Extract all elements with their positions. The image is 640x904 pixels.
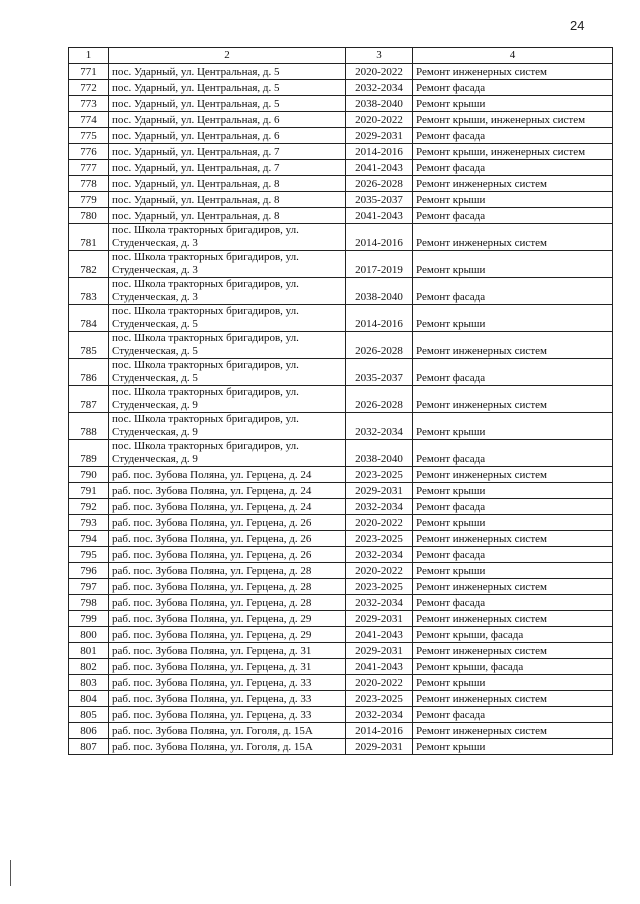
work-type-cell: Ремонт фасада bbox=[413, 278, 613, 305]
address-line: пос. Школа тракторных бригадиров, ул. bbox=[112, 332, 299, 344]
period-cell: 2038-2040 bbox=[346, 440, 413, 467]
row-number: 789 bbox=[69, 440, 109, 467]
period-cell: 2026-2028 bbox=[346, 386, 413, 413]
period-cell: 2041-2043 bbox=[346, 208, 413, 224]
row-number: 804 bbox=[69, 691, 109, 707]
table-row bbox=[69, 627, 613, 643]
period-cell: 2014-2016 bbox=[346, 723, 413, 739]
address-cell: раб. пос. Зубова Поляна, ул. Гоголя, д. 15А bbox=[109, 739, 346, 755]
row-number: 801 bbox=[69, 643, 109, 659]
period-cell: 2023-2025 bbox=[346, 531, 413, 547]
work-type-cell: Ремонт фасада bbox=[413, 208, 613, 224]
work-type-cell: Ремонт фасада bbox=[413, 595, 613, 611]
address-cell bbox=[109, 386, 346, 413]
table-row bbox=[69, 643, 613, 659]
address-cell: раб. пос. Зубова Поляна, ул. Герцена, д. 28 bbox=[109, 579, 346, 595]
address-cell: пос. Ударный, ул. Центральная, д. 6 bbox=[109, 112, 346, 128]
address-cell: раб. пос. Зубова Поляна, ул. Герцена, д. 28 bbox=[109, 563, 346, 579]
address-line: пос. Школа тракторных бригадиров, ул. bbox=[112, 305, 299, 317]
address-cell: раб. пос. Зубова Поляна, ул. Гоголя, д. 15А bbox=[109, 723, 346, 739]
period-cell: 2020-2022 bbox=[346, 563, 413, 579]
address-line: Студенческая, д. 9 bbox=[112, 426, 198, 438]
work-type-cell: Ремонт крыши, инженерных систем bbox=[413, 144, 613, 160]
period-cell: 2023-2025 bbox=[346, 691, 413, 707]
work-type-cell: Ремонт фасада bbox=[413, 160, 613, 176]
table-row bbox=[69, 64, 613, 80]
work-type-cell: Ремонт инженерных систем bbox=[413, 467, 613, 483]
work-type-cell: Ремонт инженерных систем bbox=[413, 691, 613, 707]
table-row bbox=[69, 278, 613, 305]
work-type-cell: Ремонт фасада bbox=[413, 499, 613, 515]
table-row bbox=[69, 483, 613, 499]
table-row bbox=[69, 332, 613, 359]
work-type-cell: Ремонт крыши bbox=[413, 96, 613, 112]
work-type-cell: Ремонт инженерных систем bbox=[413, 723, 613, 739]
work-type-cell: Ремонт крыши bbox=[413, 305, 613, 332]
work-type-cell: Ремонт инженерных систем bbox=[413, 332, 613, 359]
table-row bbox=[69, 440, 613, 467]
period-cell: 2041-2043 bbox=[346, 627, 413, 643]
address-cell: раб. пос. Зубова Поляна, ул. Герцена, д. 31 bbox=[109, 659, 346, 675]
address-cell: раб. пос. Зубова Поляна, ул. Герцена, д. 33 bbox=[109, 675, 346, 691]
period-cell: 2041-2043 bbox=[346, 160, 413, 176]
period-cell: 2014-2016 bbox=[346, 305, 413, 332]
table-row bbox=[69, 675, 613, 691]
row-number: 788 bbox=[69, 413, 109, 440]
work-type-cell: Ремонт инженерных систем bbox=[413, 531, 613, 547]
work-type-cell: Ремонт инженерных систем bbox=[413, 579, 613, 595]
address-cell: пос. Ударный, ул. Центральная, д. 6 bbox=[109, 128, 346, 144]
address-cell: пос. Ударный, ул. Центральная, д. 7 bbox=[109, 160, 346, 176]
address-line: Студенческая, д. 5 bbox=[112, 372, 198, 384]
table-row bbox=[69, 659, 613, 675]
row-number: 775 bbox=[69, 128, 109, 144]
table-row bbox=[69, 499, 613, 515]
row-number: 785 bbox=[69, 332, 109, 359]
period-cell: 2032-2034 bbox=[346, 80, 413, 96]
address-cell: пос. Ударный, ул. Центральная, д. 8 bbox=[109, 192, 346, 208]
work-type-cell: Ремонт крыши, инженерных систем bbox=[413, 112, 613, 128]
period-cell: 2020-2022 bbox=[346, 675, 413, 691]
work-type-cell: Ремонт фасада bbox=[413, 547, 613, 563]
address-cell bbox=[109, 305, 346, 332]
table-row bbox=[69, 531, 613, 547]
table-row bbox=[69, 208, 613, 224]
table-row bbox=[69, 112, 613, 128]
period-cell: 2032-2034 bbox=[346, 707, 413, 723]
row-number: 786 bbox=[69, 359, 109, 386]
work-type-cell: Ремонт фасада bbox=[413, 80, 613, 96]
row-number: 790 bbox=[69, 467, 109, 483]
period-cell: 2014-2016 bbox=[346, 144, 413, 160]
address-cell: раб. пос. Зубова Поляна, ул. Герцена, д. 29 bbox=[109, 627, 346, 643]
row-number: 772 bbox=[69, 80, 109, 96]
work-type-cell: Ремонт инженерных систем bbox=[413, 611, 613, 627]
row-number: 783 bbox=[69, 278, 109, 305]
address-cell bbox=[109, 251, 346, 278]
address-line: Студенческая, д. 3 bbox=[112, 291, 198, 303]
address-cell: пос. Ударный, ул. Центральная, д. 5 bbox=[109, 80, 346, 96]
row-number: 779 bbox=[69, 192, 109, 208]
row-number: 800 bbox=[69, 627, 109, 643]
row-number: 780 bbox=[69, 208, 109, 224]
table-row bbox=[69, 144, 613, 160]
period-cell: 2026-2028 bbox=[346, 176, 413, 192]
address-cell: пос. Ударный, ул. Центральная, д. 5 bbox=[109, 64, 346, 80]
address-line: Студенческая, д. 5 bbox=[112, 345, 198, 357]
column-header: 3 bbox=[346, 48, 413, 64]
address-cell: пос. Ударный, ул. Центральная, д. 8 bbox=[109, 176, 346, 192]
row-number: 793 bbox=[69, 515, 109, 531]
repair-schedule-table bbox=[68, 47, 613, 755]
work-type-cell: Ремонт инженерных систем bbox=[413, 224, 613, 251]
table-row bbox=[69, 80, 613, 96]
work-type-cell: Ремонт крыши, фасада bbox=[413, 659, 613, 675]
work-type-cell: Ремонт инженерных систем bbox=[413, 176, 613, 192]
period-cell: 2020-2022 bbox=[346, 112, 413, 128]
address-cell: пос. Ударный, ул. Центральная, д. 5 bbox=[109, 96, 346, 112]
row-number: 781 bbox=[69, 224, 109, 251]
table-row bbox=[69, 515, 613, 531]
period-cell: 2035-2037 bbox=[346, 192, 413, 208]
table-row bbox=[69, 251, 613, 278]
address-line: Студенческая, д. 9 bbox=[112, 399, 198, 411]
margin-mark bbox=[10, 860, 11, 886]
table-row bbox=[69, 547, 613, 563]
work-type-cell: Ремонт крыши bbox=[413, 413, 613, 440]
period-cell: 2035-2037 bbox=[346, 359, 413, 386]
work-type-cell: Ремонт фасада bbox=[413, 440, 613, 467]
address-cell bbox=[109, 278, 346, 305]
address-line: пос. Школа тракторных бригадиров, ул. bbox=[112, 278, 299, 290]
address-line: пос. Школа тракторных бригадиров, ул. bbox=[112, 224, 299, 236]
address-cell: раб. пос. Зубова Поляна, ул. Герцена, д. 29 bbox=[109, 611, 346, 627]
row-number: 803 bbox=[69, 675, 109, 691]
work-type-cell: Ремонт крыши bbox=[413, 515, 613, 531]
address-cell: пос. Ударный, ул. Центральная, д. 7 bbox=[109, 144, 346, 160]
table-row bbox=[69, 305, 613, 332]
address-cell: раб. пос. Зубова Поляна, ул. Герцена, д. 33 bbox=[109, 707, 346, 723]
table-row bbox=[69, 224, 613, 251]
table-row bbox=[69, 386, 613, 413]
row-number: 773 bbox=[69, 96, 109, 112]
address-cell: раб. пос. Зубова Поляна, ул. Герцена, д. 28 bbox=[109, 595, 346, 611]
period-cell: 2029-2031 bbox=[346, 643, 413, 659]
table-row bbox=[69, 691, 613, 707]
period-cell: 2032-2034 bbox=[346, 595, 413, 611]
row-number: 791 bbox=[69, 483, 109, 499]
table-row bbox=[69, 467, 613, 483]
row-number: 777 bbox=[69, 160, 109, 176]
address-cell: раб. пос. Зубова Поляна, ул. Герцена, д. 26 bbox=[109, 547, 346, 563]
work-type-cell: Ремонт крыши bbox=[413, 483, 613, 499]
address-line: пос. Школа тракторных бригадиров, ул. bbox=[112, 359, 299, 371]
row-number: 799 bbox=[69, 611, 109, 627]
table-row bbox=[69, 579, 613, 595]
address-cell bbox=[109, 413, 346, 440]
period-cell: 2032-2034 bbox=[346, 499, 413, 515]
column-header: 2 bbox=[109, 48, 346, 64]
address-line: пос. Школа тракторных бригадиров, ул. bbox=[112, 413, 299, 425]
row-number: 798 bbox=[69, 595, 109, 611]
work-type-cell: Ремонт крыши, фасада bbox=[413, 627, 613, 643]
address-cell: пос. Ударный, ул. Центральная, д. 8 bbox=[109, 208, 346, 224]
work-type-cell: Ремонт фасада bbox=[413, 707, 613, 723]
table-row bbox=[69, 707, 613, 723]
period-cell: 2017-2019 bbox=[346, 251, 413, 278]
address-cell: раб. пос. Зубова Поляна, ул. Герцена, д. 26 bbox=[109, 531, 346, 547]
row-number: 774 bbox=[69, 112, 109, 128]
row-number: 805 bbox=[69, 707, 109, 723]
row-number: 778 bbox=[69, 176, 109, 192]
work-type-cell: Ремонт крыши bbox=[413, 192, 613, 208]
address-line: пос. Школа тракторных бригадиров, ул. bbox=[112, 251, 299, 263]
address-cell: раб. пос. Зубова Поляна, ул. Герцена, д. 26 bbox=[109, 515, 346, 531]
table-row bbox=[69, 413, 613, 440]
period-cell: 2026-2028 bbox=[346, 332, 413, 359]
address-cell bbox=[109, 224, 346, 251]
table-row bbox=[69, 96, 613, 112]
work-type-cell: Ремонт крыши bbox=[413, 675, 613, 691]
table-header-row bbox=[69, 48, 613, 64]
address-cell: раб. пос. Зубова Поляна, ул. Герцена, д. 24 bbox=[109, 483, 346, 499]
period-cell: 2032-2034 bbox=[346, 413, 413, 440]
address-cell: раб. пос. Зубова Поляна, ул. Герцена, д. 33 bbox=[109, 691, 346, 707]
row-number: 784 bbox=[69, 305, 109, 332]
work-type-cell: Ремонт инженерных систем bbox=[413, 64, 613, 80]
row-number: 794 bbox=[69, 531, 109, 547]
address-line: Студенческая, д. 5 bbox=[112, 318, 198, 330]
period-cell: 2041-2043 bbox=[346, 659, 413, 675]
table-row bbox=[69, 723, 613, 739]
table-row bbox=[69, 176, 613, 192]
period-cell: 2032-2034 bbox=[346, 547, 413, 563]
period-cell: 2029-2031 bbox=[346, 611, 413, 627]
work-type-cell: Ремонт крыши bbox=[413, 563, 613, 579]
row-number: 795 bbox=[69, 547, 109, 563]
work-type-cell: Ремонт инженерных систем bbox=[413, 643, 613, 659]
work-type-cell: Ремонт фасада bbox=[413, 359, 613, 386]
period-cell: 2020-2022 bbox=[346, 515, 413, 531]
period-cell: 2023-2025 bbox=[346, 579, 413, 595]
address-line: пос. Школа тракторных бригадиров, ул. bbox=[112, 386, 299, 398]
row-number: 807 bbox=[69, 739, 109, 755]
period-cell: 2029-2031 bbox=[346, 483, 413, 499]
row-number: 771 bbox=[69, 64, 109, 80]
row-number: 797 bbox=[69, 579, 109, 595]
table-row bbox=[69, 611, 613, 627]
work-type-cell: Ремонт фасада bbox=[413, 128, 613, 144]
address-cell bbox=[109, 440, 346, 467]
period-cell: 2020-2022 bbox=[346, 64, 413, 80]
table-row bbox=[69, 563, 613, 579]
column-header: 4 bbox=[413, 48, 613, 64]
work-type-cell: Ремонт крыши bbox=[413, 251, 613, 278]
table-row bbox=[69, 739, 613, 755]
address-cell: раб. пос. Зубова Поляна, ул. Герцена, д. 24 bbox=[109, 499, 346, 515]
address-cell bbox=[109, 332, 346, 359]
work-type-cell: Ремонт крыши bbox=[413, 739, 613, 755]
row-number: 792 bbox=[69, 499, 109, 515]
row-number: 787 bbox=[69, 386, 109, 413]
address-line: Студенческая, д. 3 bbox=[112, 237, 198, 249]
table-row bbox=[69, 128, 613, 144]
table-body bbox=[69, 64, 613, 755]
row-number: 776 bbox=[69, 144, 109, 160]
table-row bbox=[69, 595, 613, 611]
address-cell: раб. пос. Зубова Поляна, ул. Герцена, д. 31 bbox=[109, 643, 346, 659]
period-cell: 2014-2016 bbox=[346, 224, 413, 251]
address-line: Студенческая, д. 9 bbox=[112, 453, 198, 465]
period-cell: 2038-2040 bbox=[346, 96, 413, 112]
table-row bbox=[69, 359, 613, 386]
table-row bbox=[69, 192, 613, 208]
row-number: 782 bbox=[69, 251, 109, 278]
period-cell: 2029-2031 bbox=[346, 128, 413, 144]
row-number: 796 bbox=[69, 563, 109, 579]
address-line: пос. Школа тракторных бригадиров, ул. bbox=[112, 440, 299, 452]
row-number: 802 bbox=[69, 659, 109, 675]
period-cell: 2023-2025 bbox=[346, 467, 413, 483]
column-header: 1 bbox=[69, 48, 109, 64]
work-type-cell: Ремонт инженерных систем bbox=[413, 386, 613, 413]
address-cell bbox=[109, 359, 346, 386]
table-row bbox=[69, 160, 613, 176]
address-line: Студенческая, д. 3 bbox=[112, 264, 198, 276]
period-cell: 2029-2031 bbox=[346, 739, 413, 755]
row-number: 806 bbox=[69, 723, 109, 739]
address-cell: раб. пос. Зубова Поляна, ул. Герцена, д. 24 bbox=[109, 467, 346, 483]
page-number: 24 bbox=[570, 18, 585, 33]
period-cell: 2038-2040 bbox=[346, 278, 413, 305]
